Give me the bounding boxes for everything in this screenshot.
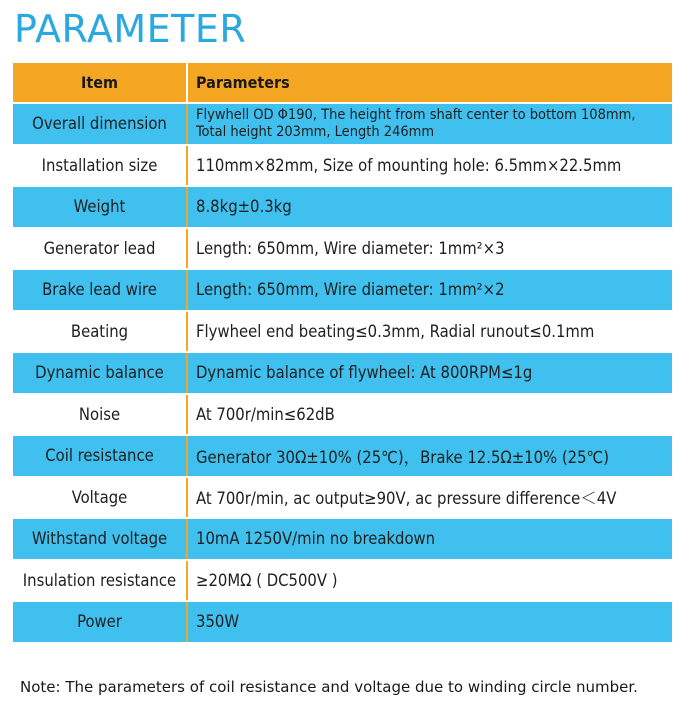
table-row (13, 353, 672, 395)
row-value: 350W (188, 602, 672, 642)
row-value-line2: Total height 203mm, Length 246mm (196, 123, 435, 140)
row-value: ≥20MΩ ( DC500V ) (188, 561, 672, 601)
row-item: Noise (13, 395, 188, 435)
table-row (13, 519, 672, 561)
table-row (13, 395, 672, 437)
row-value-line1: Flywhell OD Φ190, The height from shaft center to bottom 108mm, (196, 106, 636, 123)
row-item: Coil resistance (13, 436, 188, 476)
table-row (13, 146, 672, 188)
row-value: At 700r/min≤62dB (188, 395, 672, 435)
row-item: Installation size (13, 146, 188, 186)
row-item: Weight (13, 187, 188, 227)
header-parameters: Parameters (188, 63, 672, 102)
table-row (13, 229, 672, 271)
table-row (13, 478, 672, 520)
parameter-table (13, 61, 672, 644)
table-row (13, 312, 672, 354)
row-item: Withstand voltage (13, 519, 188, 559)
row-value: Generator 30Ω±10% (25℃)，Brake 12.5Ω±10% (25℃) (188, 436, 672, 476)
row-value: 110mm×82mm, Size of mounting hole: 6.5mm×22.5mm (188, 146, 672, 186)
row-value: Length: 650mm, Wire diameter: 1mm²×2 (188, 270, 672, 310)
row-item: Power (13, 602, 188, 642)
row-value: 10mA 1250V/min no breakdown (188, 519, 672, 559)
row-item: Dynamic balance (13, 353, 188, 393)
footnote: Note: The parameters of coil resistance and voltage due to winding circle number. (20, 678, 638, 696)
row-item: Brake lead wire (13, 270, 188, 310)
header-item: Item (13, 63, 188, 102)
table-row (13, 270, 672, 312)
row-value: Dynamic balance of flywheel: At 800RPM≤1g (188, 353, 672, 393)
table-row (13, 561, 672, 603)
row-value (188, 104, 672, 144)
row-item: Beating (13, 312, 188, 352)
row-item: Overall dimension (13, 104, 188, 144)
row-item: Generator lead (13, 229, 188, 269)
table-row (13, 187, 672, 229)
row-item: Voltage (13, 478, 188, 518)
row-item: Insulation resistance (13, 561, 188, 601)
table-row (13, 104, 672, 146)
row-value: At 700r/min, ac output≥90V, ac pressure difference＜4V (188, 478, 672, 518)
table-row (13, 436, 672, 478)
table-header (13, 63, 672, 104)
row-value: Length: 650mm, Wire diameter: 1mm²×3 (188, 229, 672, 269)
table-row (13, 602, 672, 644)
row-value: Flywheel end beating≤0.3mm, Radial runout≤0.1mm (188, 312, 672, 352)
page-title: PARAMETER (14, 7, 247, 51)
row-value: 8.8kg±0.3kg (188, 187, 672, 227)
